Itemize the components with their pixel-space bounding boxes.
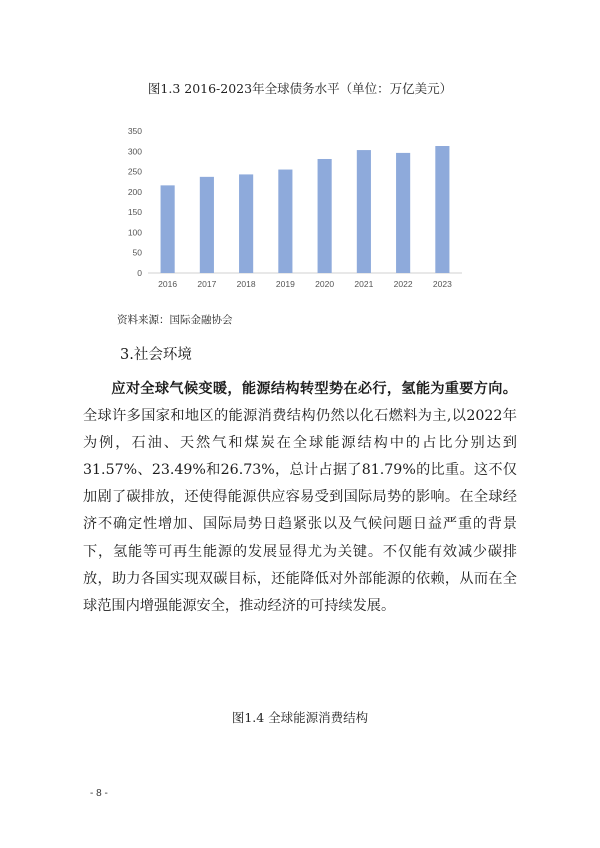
debt-bar-chart — [110, 118, 470, 296]
lead-sentence: 应对全球气候变暖，能源结构转型势在必行，氢能为重要方向。 — [111, 381, 517, 397]
x-axis-tick-labels — [158, 279, 452, 289]
bar-2021 — [357, 150, 371, 273]
y-tick-label: 50 — [132, 247, 142, 258]
bar-2019 — [278, 170, 292, 273]
y-tick-label: 300 — [127, 146, 142, 157]
y-tick-label: 250 — [127, 166, 142, 177]
x-tick-label: 2017 — [197, 279, 217, 289]
figure-1-title: 图1.3 2016-2023年全球债务水平（单位：万亿美元） — [147, 81, 453, 96]
bar-2023 — [435, 146, 449, 273]
y-tick-label: 350 — [127, 126, 142, 136]
bar-2017 — [200, 177, 214, 273]
y-axis-tick-labels — [128, 126, 142, 278]
bar-2016 — [161, 185, 175, 273]
x-tick-label: 2018 — [236, 279, 256, 289]
body-text: 全球许多国家和地区的能源消费结构仍然以化石燃料为主,以2022年为例，石油、天然气和煤炭在全球能源结构中的占比分别达到31.57%、23.49%和26.73%，总计占据了81.79%的比重。这不仅加剧了碳排放，还使得能源供应容易受到国际局势的影响。在全球经济不确定性增加、国际局势日趋紧张以及气候问题日益严重的背景下，氢能等可再生能源的发展显得尤为关键。不仅能有效减少碳排放，助力各国实现双碳目标，还能降低对外部能源的依赖，从而在全球范围内增强能源安全，推动经济的可持续发展。 — [83, 408, 517, 614]
x-tick-label: 2021 — [354, 279, 374, 289]
body-paragraph — [83, 376, 517, 620]
page-number: - 8 - — [90, 788, 108, 799]
bar-2022 — [396, 153, 410, 273]
x-tick-label: 2022 — [393, 279, 413, 289]
bar-2020 — [318, 159, 332, 273]
y-tick-label: 100 — [127, 227, 142, 238]
x-tick-label: 2016 — [158, 279, 178, 289]
y-tick-label: 200 — [127, 186, 142, 197]
data-source-note: 资料来源：国际金融协会 — [117, 314, 233, 326]
x-tick-label: 2020 — [315, 279, 335, 289]
bar-2018 — [239, 174, 253, 273]
section-heading: 3.社会环境 — [120, 347, 192, 363]
y-tick-label: 150 — [127, 207, 142, 218]
chart-bars — [161, 146, 450, 273]
y-tick-label: 0 — [137, 268, 142, 278]
x-tick-label: 2023 — [432, 279, 452, 289]
x-tick-label: 2019 — [275, 279, 295, 289]
figure-2-title: 图1.4 全球能源消费结构 — [231, 710, 369, 725]
